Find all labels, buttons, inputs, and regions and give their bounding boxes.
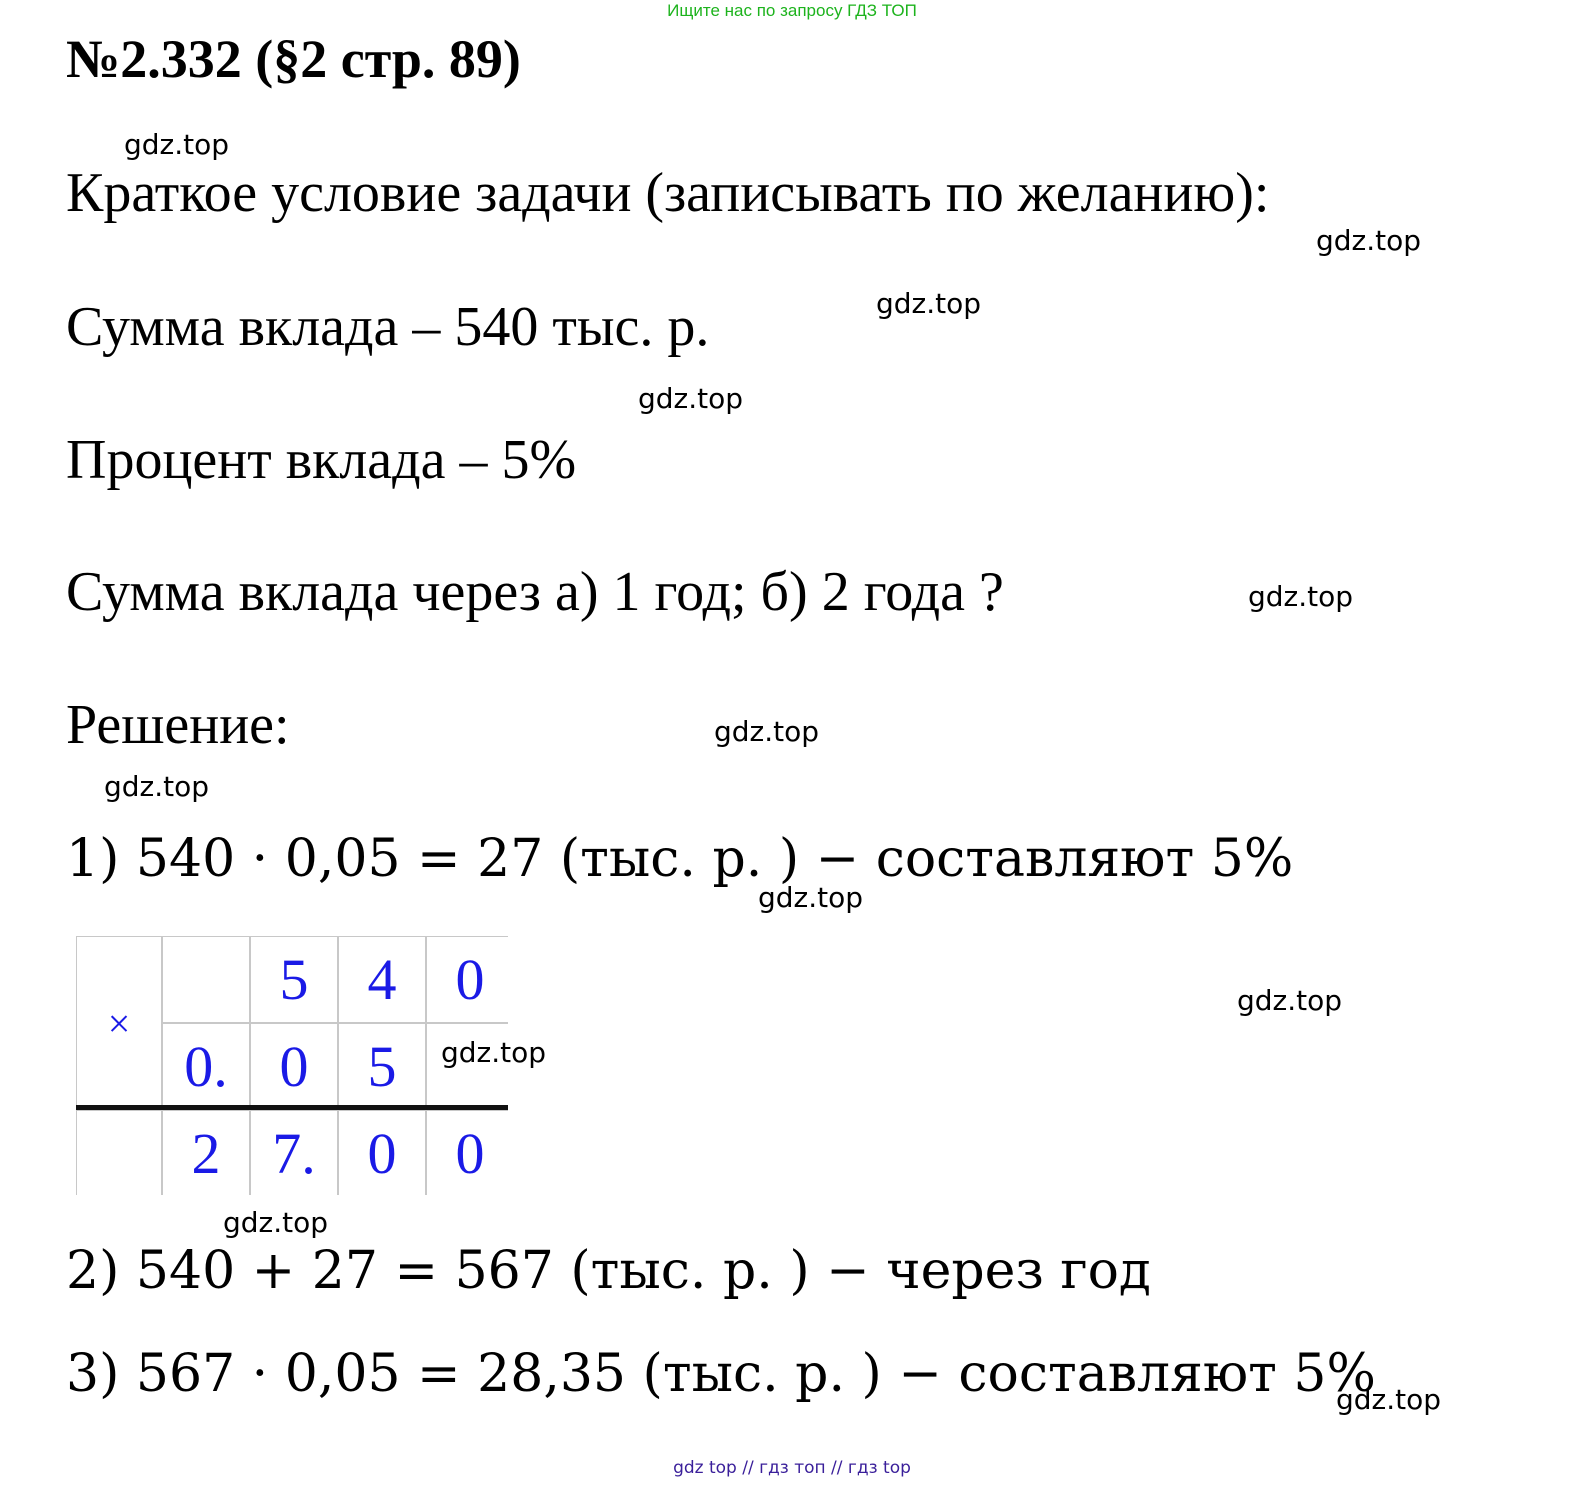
result-cell [77, 1111, 161, 1196]
table-cell [163, 937, 249, 1022]
table-cell: 0. [163, 1024, 249, 1109]
result-cell: 7. [251, 1111, 337, 1196]
deposit-percent: Процент вклада – 5% [66, 429, 577, 491]
watermark: gdz.top [638, 382, 744, 415]
solution-step-3: 3) 567 · 0,05 = 28,35 (тыс. р. ) − составляют 5% [66, 1344, 1376, 1404]
table-cell: 0 [427, 937, 513, 1022]
solution-step-1: 1) 540 · 0,05 = 27 (тыс. р. ) − составляют 5% [66, 829, 1294, 889]
table-cell: 0 [251, 1024, 337, 1109]
page-title: №2.332 (§2 стр. 89) [66, 29, 521, 89]
multiply-sign-icon: × [77, 937, 161, 1109]
solution-step-2: 2) 540 + 27 = 567 (тыс. р. ) − через год [66, 1241, 1151, 1301]
solution-heading: Решение: [66, 694, 290, 756]
watermark: gdz.top [1336, 1383, 1442, 1416]
table-cell: 5 [339, 1024, 425, 1109]
header-note: Ищите нас по запросу ГДЗ ТОП [667, 1, 917, 20]
watermark: gdz.top [1316, 224, 1422, 257]
table-cell: 5 [251, 937, 337, 1022]
watermark: gdz.top [104, 770, 210, 803]
watermark: gdz.top [758, 881, 864, 914]
watermark: gdz.top [1248, 580, 1354, 613]
watermark: gdz.top [876, 287, 982, 320]
footer-watermark: gdz top // гдз топ // гдз top [673, 1458, 911, 1478]
watermark: gdz.top [124, 128, 230, 161]
result-divider-line [76, 1105, 508, 1110]
watermark: gdz.top [714, 715, 820, 748]
watermark: gdz.top [441, 1036, 547, 1069]
watermark: gdz.top [1237, 984, 1343, 1017]
watermark: gdz.top [223, 1206, 329, 1239]
table-cell: 4 [339, 937, 425, 1022]
result-cell: 0 [427, 1111, 513, 1196]
result-cell: 0 [339, 1111, 425, 1196]
result-cell: 2 [163, 1111, 249, 1196]
question: Сумма вклада через а) 1 год; б) 2 года ? [66, 561, 1004, 623]
deposit-sum: Сумма вклада – 540 тыс. р. [66, 296, 710, 358]
condition-heading: Краткое условие задачи (записывать по желанию): [66, 162, 1270, 224]
